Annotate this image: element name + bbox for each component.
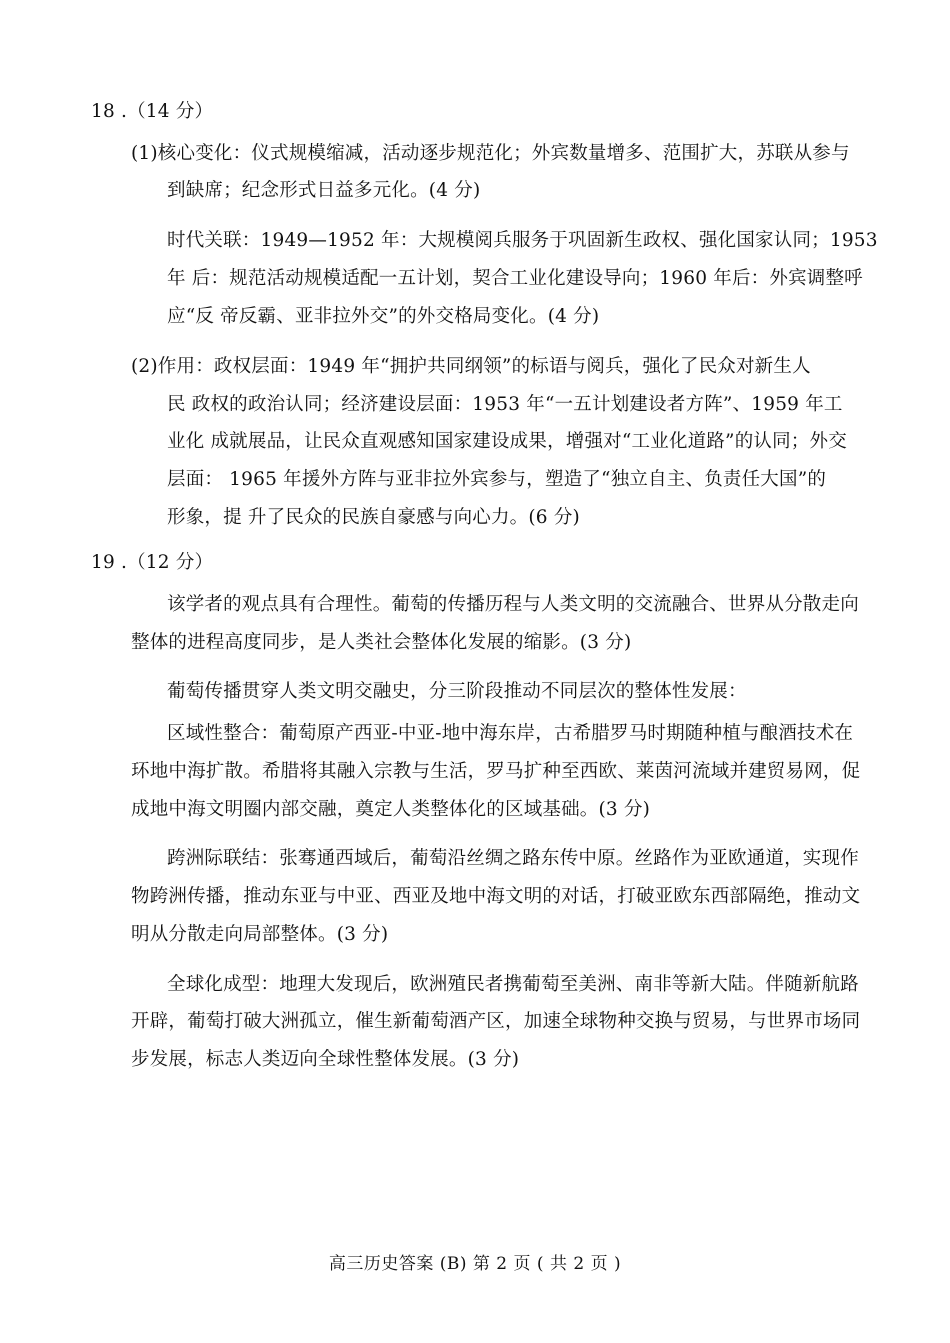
q19-para4-line1: 跨洲际联结：张骞通西域后，葡萄沿丝绸之路东传中原。丝路作为亚欧通道，实现作	[167, 848, 859, 869]
q19-para4-line2: 物跨洲传播，推动东亚与中亚、西亚及地中海文明的对话，打破亚欧东西部隔绝，推动文	[131, 886, 861, 907]
page-footer: 高三历史答案 (B) 第 2 页 ( 共 2 页 )	[328, 1254, 622, 1274]
q18-part2-line3: 业化 成就展品，让民众直观感知国家建设成果，增强对“工业化道路”的认同；外交	[167, 431, 847, 452]
q19-para4-line3: 明从分散走向局部整体。(3 分)	[131, 924, 389, 945]
q18-part2-line1: (2)作用：政权层面：1949 年“拥护共同纲领”的标语与阅兵，强化了民众对新生人	[131, 356, 811, 377]
q18-part2-line2: 民 政权的政治认同；经济建设层面：1953 年“一五计划建设者方阵”、1959 年工	[167, 394, 843, 415]
q19-para5-line1: 全球化成型：地理大发现后，欧洲殖民者携葡萄至美洲、南非等新大陆。伴随新航路	[167, 974, 859, 995]
q18-era-line1: 时代关联：1949—1952 年：大规模阅兵服务于巩固新生政权、强化国家认同；1953	[167, 230, 878, 251]
q18-part2-line5: 形象，提 升了民众的民族自豪感与向心力。(6 分)	[167, 507, 580, 528]
q19-para5-line2: 开辟，葡萄打破大洲孤立，催生新葡萄酒产区，加速全球物种交换与贸易，与世界市场同	[131, 1011, 861, 1032]
q18-era-line3: 应“反 帝反霸、亚非拉外交”的外交格局变化。(4 分)	[167, 306, 600, 327]
q19-para5-line3: 步发展，标志人类迈向全球性整体发展。(3 分)	[131, 1049, 520, 1070]
question-19-header: 19 .（12 分）	[91, 552, 214, 573]
q18-part1-line1: (1)核心变化：仪式规模缩减，活动逐步规范化；外宾数量增多、范围扩大，苏联从参与	[131, 143, 850, 164]
q18-era-line2: 年 后：规范活动规模适配一五计划，契合工业化建设导向；1960 年后：外宾调整呼	[167, 268, 863, 289]
q19-para3-line2: 环地中海扩散。希腊将其融入宗教与生活，罗马扩种至西欧、莱茵河流域并建贸易网，促	[131, 761, 861, 782]
q19-para1-line2: 整体的进程高度同步，是人类社会整体化发展的缩影。(3 分)	[131, 632, 632, 653]
q19-para2-line1: 葡萄传播贯穿人类文明交融史，分三阶段推动不同层次的整体性发展：	[167, 681, 747, 702]
q19-para3-line3: 成地中海文明圈内部交融，奠定人类整体化的区域基础。(3 分)	[131, 799, 651, 820]
q18-part1-line2: 到缺席；纪念形式日益多元化。(4 分)	[167, 180, 481, 201]
q18-part2-line4: 层面： 1965 年援外方阵与亚非拉外宾参与，塑造了“独立自主、负责任大国”的	[167, 469, 827, 490]
q19-para3-line1: 区域性整合：葡萄原产西亚-中亚-地中海东岸，古希腊罗马时期随种植与酿酒技术在	[167, 723, 854, 744]
q19-para1-line1: 该学者的观点具有合理性。葡萄的传播历程与人类文明的交流融合、世界从分散走向	[167, 594, 859, 615]
question-18-header: 18 .（14 分）	[91, 101, 214, 122]
